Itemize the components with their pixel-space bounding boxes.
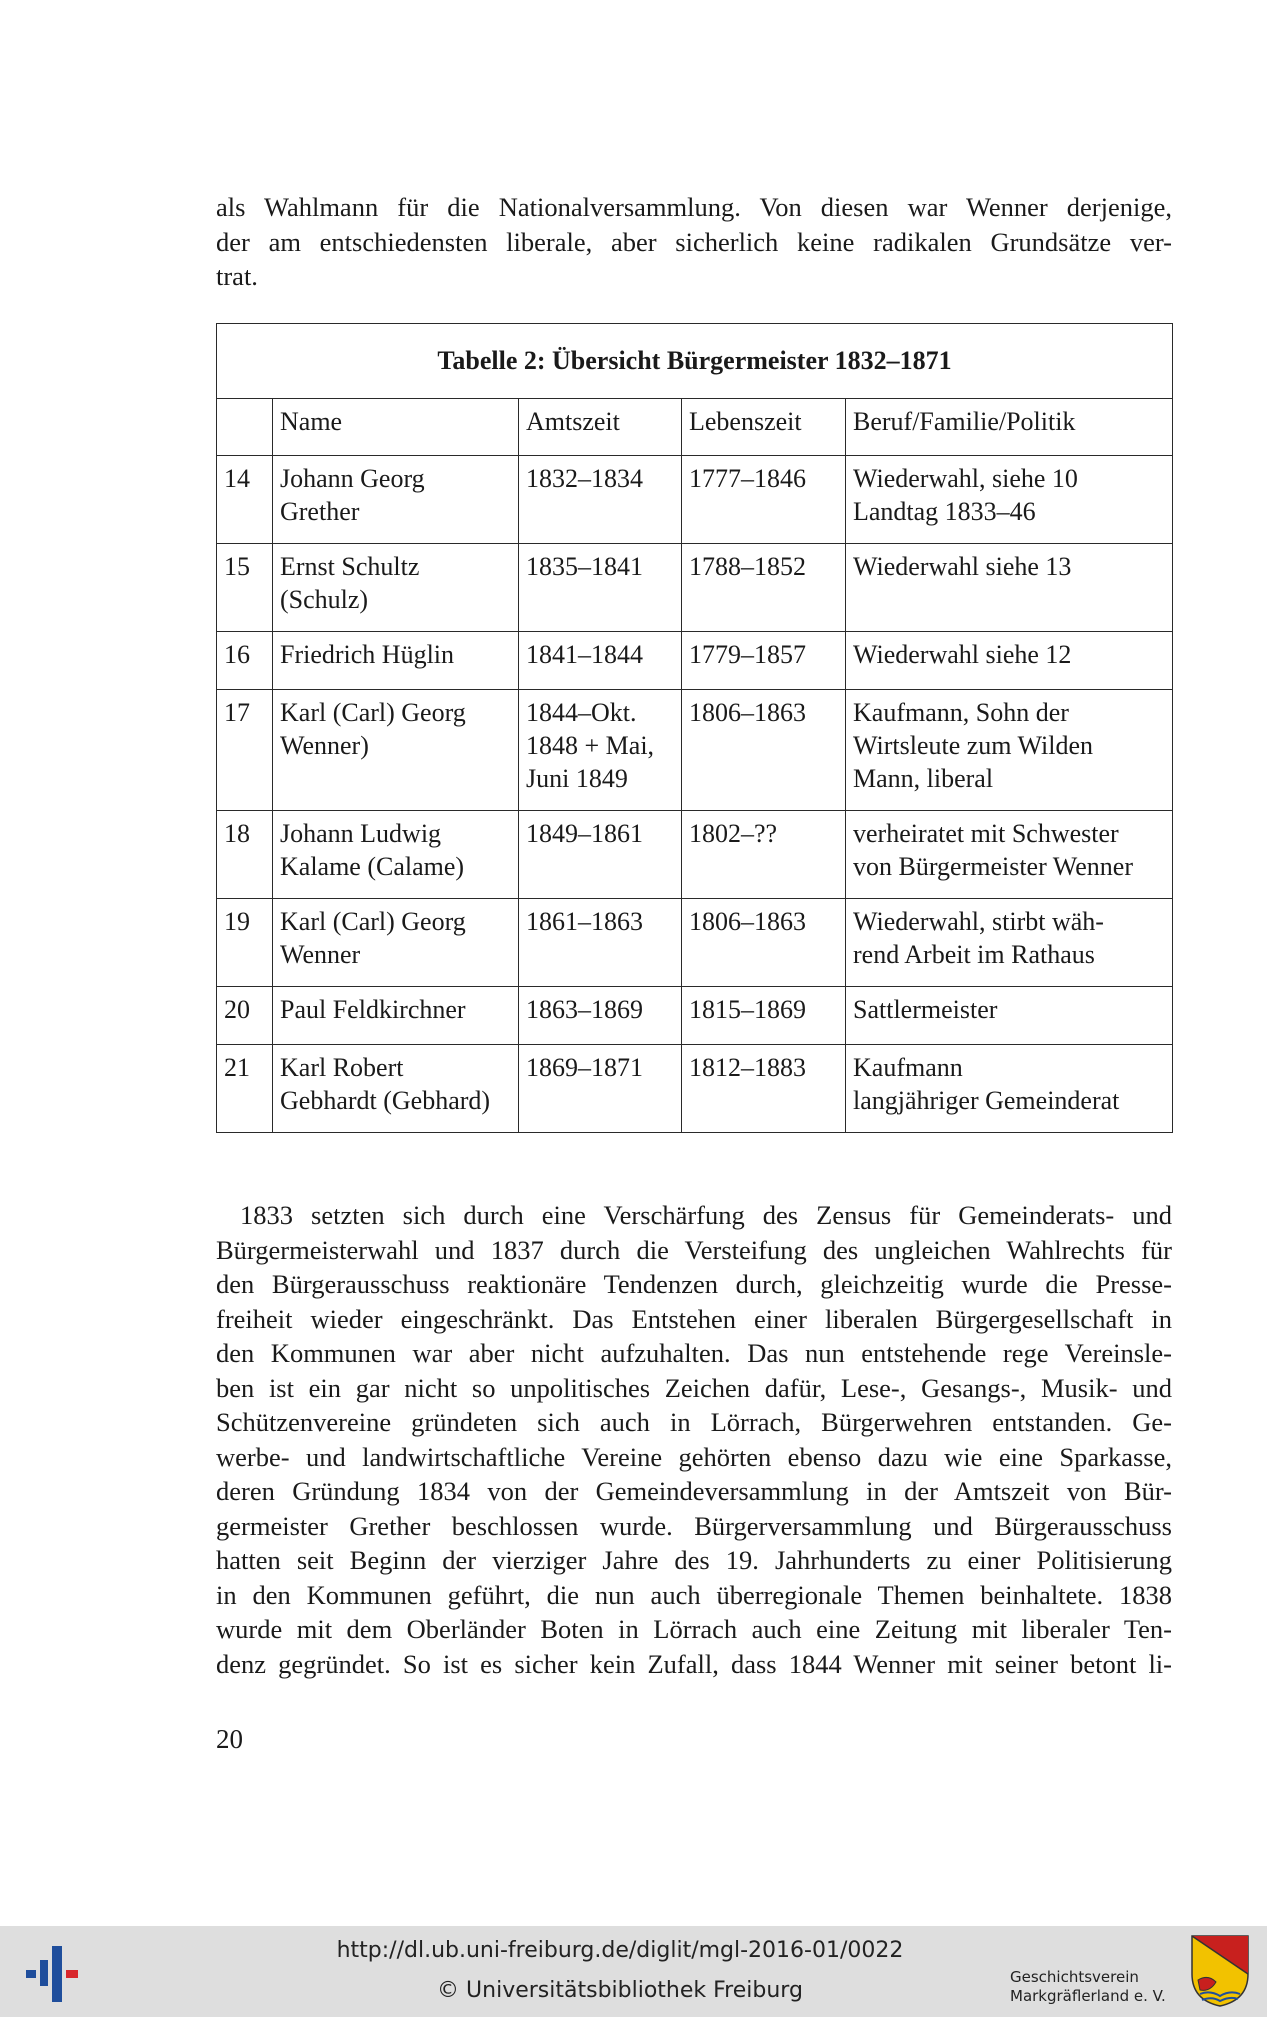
info-line: Wirtsleute zum Wilden (853, 731, 1094, 760)
permalink-url[interactable]: http://dl.ub.uni-freiburg.de/diglit/mgl-2016-01/0022 (336, 1938, 904, 1963)
society-name (1010, 1968, 1166, 2006)
info-line: Mann, liberal (853, 764, 994, 793)
text-line: den Kommunen war aber nicht aufzuhalten. Das nun entstehende rege Vereinsle- (216, 1338, 1172, 1368)
name-line: Wenner (280, 940, 361, 969)
text-line: deren Gründung 1834 von der Gemeindeversammlung in der Amtszeit von Bür- (216, 1476, 1172, 1506)
mayor-name (273, 987, 519, 1045)
body-paragraph (216, 1198, 1172, 1681)
term-of-office (519, 632, 682, 690)
row-number: 17 (217, 690, 273, 811)
info-line: Wiederwahl, siehe 10 (853, 464, 1078, 493)
mayor-name (273, 899, 519, 987)
coat-of-arms-icon[interactable] (1190, 1934, 1250, 2008)
name-line: Johann Georg (280, 464, 425, 493)
term-of-office (519, 1045, 682, 1133)
term-of-office (519, 690, 682, 811)
info-line: rend Arbeit im Rathaus (853, 940, 1095, 969)
lifetime: 1806–1863 (682, 899, 846, 987)
text-line: der am entschiedensten liberale, aber sicherlich keine radikalen Grundsätze ver- (216, 226, 1172, 257)
term-line: Juni 1849 (526, 764, 628, 793)
term-line: 1835–1841 (526, 552, 643, 581)
info-line: von Bürgermeister Wenner (853, 852, 1133, 881)
mayor-name (273, 1045, 519, 1133)
text-line: in den Kommunen geführt, die nun auch überregionale Themen beinhaltete. 1838 (216, 1579, 1172, 1610)
name-line: Gebhardt (Gebhard) (280, 1086, 491, 1115)
term-line: 1848 + Mai, (526, 731, 655, 760)
profession-info (846, 456, 1173, 544)
term-of-office (519, 899, 682, 987)
row-number: 18 (217, 811, 273, 899)
table-row (217, 632, 1173, 690)
lifetime: 1788–1852 (682, 544, 846, 632)
term-of-office (519, 811, 682, 899)
row-number: 14 (217, 456, 273, 544)
text-line: Schützenvereine gründeten sich auch in Lörrach, Bürgerwehren entstanden. Ge- (216, 1407, 1172, 1437)
table-title: Tabelle 2: Übersicht Bürgermeister 1832–1871 (217, 324, 1173, 399)
table-row (217, 690, 1173, 811)
intro-paragraph (216, 190, 1172, 294)
column-header-lifetime: Lebenszeit (682, 399, 846, 456)
society-name-line: Markgräflerland e. V. (1010, 1987, 1166, 2005)
term-line: 1849–1861 (526, 819, 643, 848)
mayor-name (273, 690, 519, 811)
text-line: 1833 setzten sich durch eine Verschärfung des Zensus für Gemeinderats- und (240, 1200, 1172, 1230)
mayor-name (273, 632, 519, 690)
info-line: verheiratet mit Schwester (853, 819, 1119, 848)
column-header-name: Name (273, 399, 519, 456)
table-row (217, 811, 1173, 899)
term-line: 1869–1871 (526, 1053, 643, 1082)
text-line: wurde mit dem Oberländer Boten in Lörrach auch eine Zeitung mit liberaler Ten- (216, 1614, 1172, 1644)
term-line: 1841–1844 (526, 640, 643, 669)
term-line: 1861–1863 (526, 907, 643, 936)
lifetime: 1812–1883 (682, 1045, 846, 1133)
text-line: freiheit wieder eingeschränkt. Das Entstehen einer liberalen Bürgergesellschaft in (216, 1303, 1172, 1334)
mayors-table (216, 323, 1173, 1133)
info-line: Kaufmann, Sohn der (853, 698, 1069, 727)
row-number: 15 (217, 544, 273, 632)
copyright-text: © Universitätsbibliothek Freiburg (437, 1978, 803, 2003)
profession-info (846, 632, 1173, 690)
name-line: Karl (Carl) Georg (280, 907, 466, 936)
text-line: hatten seit Beginn der vierziger Jahre des 19. Jahrhunderts zu einer Politisierung (216, 1545, 1172, 1575)
lifetime: 1779–1857 (682, 632, 846, 690)
text-line: als Wahlmann für die Nationalversammlung. Von diesen war Wenner derjenige, (216, 192, 1172, 222)
profession-info (846, 811, 1173, 899)
name-line: Johann Ludwig (280, 819, 442, 848)
name-line: Karl (Carl) Georg (280, 698, 466, 727)
text-line: Bürgermeisterwahl und 1837 durch die Versteifung des ungleichen Wahlrechts für (216, 1234, 1172, 1265)
name-line: (Schulz) (280, 585, 369, 614)
row-number: 16 (217, 632, 273, 690)
name-line: Wenner) (280, 731, 369, 760)
term-line: 1832–1834 (526, 464, 643, 493)
row-number: 19 (217, 899, 273, 987)
name-line: Karl Robert (280, 1053, 404, 1082)
info-line: Wiederwahl siehe 12 (853, 640, 1072, 669)
table-row (217, 456, 1173, 544)
mayor-name (273, 456, 519, 544)
name-line: Grether (280, 497, 360, 526)
name-line: Paul Feldkirchner (280, 995, 466, 1024)
info-line: langjähriger Gemeinderat (853, 1086, 1120, 1115)
name-line: Friedrich Hüglin (280, 640, 455, 669)
info-line: Sattlermeister (853, 995, 998, 1024)
term-of-office (519, 987, 682, 1045)
lifetime: 1777–1846 (682, 456, 846, 544)
mayor-name (273, 544, 519, 632)
name-line: Ernst Schultz (280, 552, 420, 581)
row-number: 21 (217, 1045, 273, 1133)
lifetime: 1802–?? (682, 811, 846, 899)
text-line: germeister Grether beschlossen wurde. Bürgerversammlung und Bürgerausschuss (216, 1510, 1172, 1541)
term-line: 1844–Okt. (526, 698, 637, 727)
page-number: 20 (216, 1724, 243, 1754)
term-of-office (519, 544, 682, 632)
text-line: trat. (216, 261, 258, 291)
info-line: Wiederwahl siehe 13 (853, 552, 1072, 581)
profession-info (846, 1045, 1173, 1133)
text-line: werbe- und landwirtschaftliche Vereine gehörten ebenso dazu wie eine Sparkasse, (216, 1441, 1172, 1472)
column-header-term: Amtszeit (519, 399, 682, 456)
table-title-row (217, 324, 1173, 399)
term-of-office (519, 456, 682, 544)
term-line: 1863–1869 (526, 995, 643, 1024)
table-row (217, 899, 1173, 987)
table-row (217, 544, 1173, 632)
table-row (217, 987, 1173, 1045)
lifetime: 1815–1869 (682, 987, 846, 1045)
lifetime: 1806–1863 (682, 690, 846, 811)
society-name-line: Geschichtsverein (1010, 1968, 1139, 1986)
row-number: 20 (217, 987, 273, 1045)
footer-bar (0, 1926, 1267, 2017)
info-line: Landtag 1833–46 (853, 497, 1036, 526)
table-header-row (217, 399, 1173, 456)
column-header-profession: Beruf/Familie/Politik (846, 399, 1173, 456)
ub-freiburg-logo-icon[interactable] (22, 1946, 82, 2002)
text-line: ben ist ein gar nicht so unpolitisches Zeichen dafür, Lese-, Gesangs-, Musik- und (216, 1372, 1172, 1403)
profession-info (846, 987, 1173, 1045)
profession-info (846, 690, 1173, 811)
text-line: den Bürgerausschuss reaktionäre Tendenzen durch, gleichzeitig wurde die Presse- (216, 1269, 1172, 1299)
profession-info (846, 899, 1173, 987)
name-line: Kalame (Calame) (280, 852, 465, 881)
text-line: denz gegründet. So ist es sicher kein Zufall, dass 1844 Wenner mit seiner betont li- (216, 1648, 1172, 1679)
info-line: Kaufmann (853, 1053, 963, 1082)
column-header-number (217, 399, 273, 456)
profession-info (846, 544, 1173, 632)
table-row (217, 1045, 1173, 1133)
info-line: Wiederwahl, stirbt wäh- (853, 907, 1104, 936)
mayor-name (273, 811, 519, 899)
